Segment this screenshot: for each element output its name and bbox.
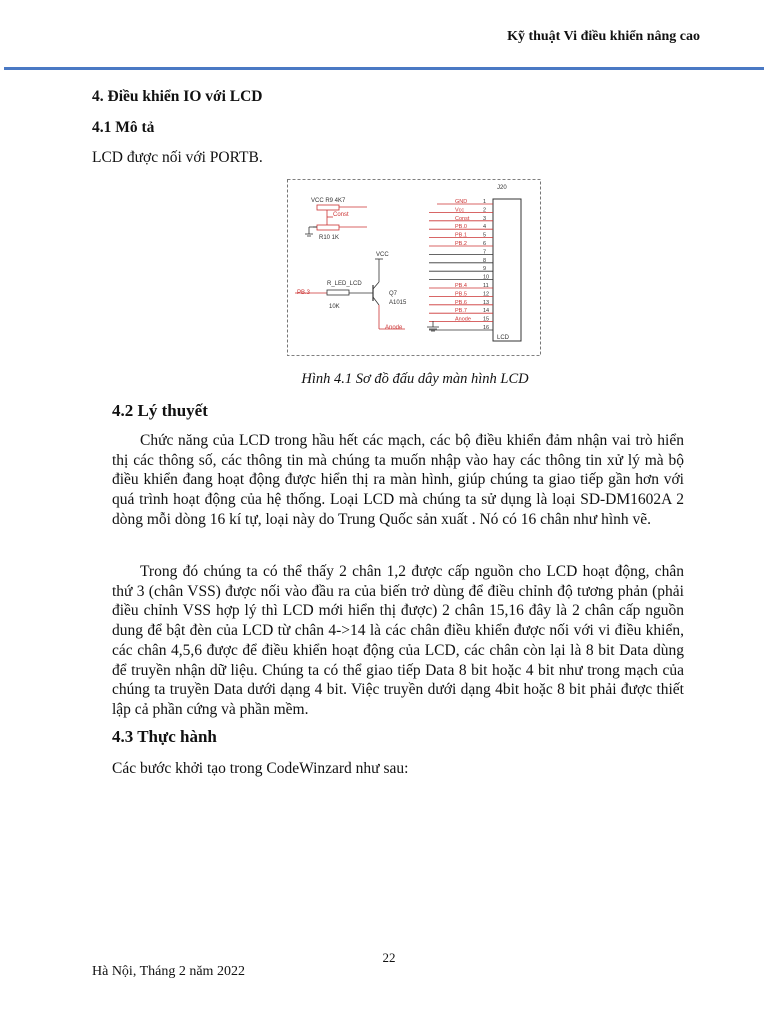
theory-paragraph-1: Chức năng của LCD trong hầu hết các mạch, các bộ điều khiển đảm nhận vai trò hiển thị các thông số, các thông tin mà chúng ta muốn nhập vào hay các thông tin xử lý mà bộ điều khiển đang hoạt động được hiển thị ra màn hình, giúp chúng ta giao tiếp gần hơn với quá trình hoạt động của hệ thống. Loại LCD mà chúng ta sử dụng là loại SD-DM1602A 2 dòng mỗi dòng 16 kí tự, loại này do Trung Quốc sản xuất . Nó có 16 chân như hình vẽ.	[112, 432, 684, 528]
section-title: 4. Điều khiển IO với LCD	[92, 88, 263, 105]
lcd-connector-body	[493, 199, 521, 341]
subsection-4-1-title: 4.1 Mô tả	[92, 119, 155, 136]
vcc-label: VCC	[376, 252, 389, 258]
a1015-label: A1015	[389, 300, 407, 306]
connector-pin-name: Const	[455, 215, 470, 222]
page-number: 22	[382, 950, 396, 965]
connector-pin-number: 3	[483, 215, 487, 222]
vcc-r9-label: VCC R9 4K7	[311, 198, 346, 204]
j20-label: J20	[497, 185, 507, 191]
connector-pin-number: 15	[483, 316, 490, 323]
subsection-4-1-text: LCD được nối với PORTB.	[92, 149, 263, 166]
connector-pin-name: PB.6	[455, 299, 467, 306]
lcd-wiring-schematic	[287, 179, 541, 356]
connector-pin-number: 7	[483, 249, 487, 256]
connector-pins	[429, 199, 493, 331]
connector-pin-number: 1	[483, 199, 487, 205]
connector-pin-number: 12	[483, 291, 490, 298]
subsection-4-2-title: 4.2 Lý thuyết	[112, 401, 208, 420]
connector-pin-name: PB.5	[455, 291, 467, 298]
connector-pin-name: Vcc	[455, 207, 465, 214]
figure-caption: Hình 4.1 Sơ đồ đấu dây màn hình LCD	[301, 371, 529, 387]
connector-pin-number: 10	[483, 274, 490, 281]
connector-pin-name: PB.2	[455, 241, 467, 247]
connector-pin-name: PB.1	[455, 232, 467, 239]
pb3-label: PB.3	[297, 290, 311, 296]
connector-pin-number: 8	[483, 257, 487, 264]
lcd-label: LCD	[497, 335, 510, 341]
footer-location-date: Hà Nội, Tháng 2 năm 2022	[92, 964, 245, 979]
connector-pin-number: 13	[483, 299, 490, 306]
header-divider	[4, 67, 764, 70]
connector-pin-number: 2	[483, 207, 487, 214]
subsection-4-3-title: 4.3 Thực hành	[112, 727, 217, 746]
resistor-r10	[317, 225, 339, 230]
connector-pin-number: 9	[483, 266, 487, 273]
r-led-label: R_LED_LCD	[327, 281, 362, 287]
subsection-4-3-text: Các bước khởi tạo trong CodeWinzard như sau:	[112, 760, 409, 777]
connector-pin-name: Anode	[455, 316, 471, 323]
connector-pin-number: 6	[483, 241, 487, 247]
connector-pin-number: 5	[483, 232, 487, 239]
schematic-frame	[288, 180, 541, 356]
anode-label: Anode	[385, 325, 403, 331]
connector-pin-name: PB.4	[455, 283, 467, 289]
r10-label: R10 1K	[319, 235, 340, 241]
const-label: Const	[333, 212, 349, 218]
theory-paragraph-2: Trong đó chúng ta có thể thấy 2 chân 1,2 được cấp nguồn cho LCD hoạt động, chân thứ 3 (chân VSS) được nối vào đầu ra của biến trở dùng để điều chỉnh độ tương phản (phải điều chỉnh VSS hợp lý thì LCD mới hiển thị được) 2 chân 15,16 đây là 2 chân cấp nguồn dung để bật đèn của LCD từ chân 4->14 là các chân điều khiển được nối với vi điều khiển, các chân 4,5,6 được để điều khiển hoạt động của LCD, các chân còn lại là 8 bit Data dùng để truyền nhận dữ liệu. Chúng ta có thể giao tiếp Data 8 bit hoặc 4 bit như trong mạch của chúng ta truyền Data dưới dạng 4 bit. Việc truyền dưới dạng 4bit hoặc 8 bit phải được thiết lập cả phần cứng và phần mềm.	[112, 563, 684, 718]
resistor-r9	[317, 205, 339, 210]
connector-pin-name: PB.7	[455, 308, 467, 315]
connector-pin-number: 11	[483, 283, 489, 289]
r-val-label: 10K	[329, 304, 340, 310]
connector-pin-number: 4	[483, 224, 487, 231]
connector-pin-name: GND	[455, 199, 468, 205]
connector-pin-number: 16	[483, 325, 490, 331]
q7-label: Q7	[389, 291, 398, 297]
header-title: Kỹ thuật Vi điều khiển nâng cao	[507, 29, 700, 44]
connector-pin-name: PB.0	[455, 224, 467, 231]
connector-pin-number: 14	[483, 308, 490, 315]
resistor-r-led	[327, 290, 349, 295]
